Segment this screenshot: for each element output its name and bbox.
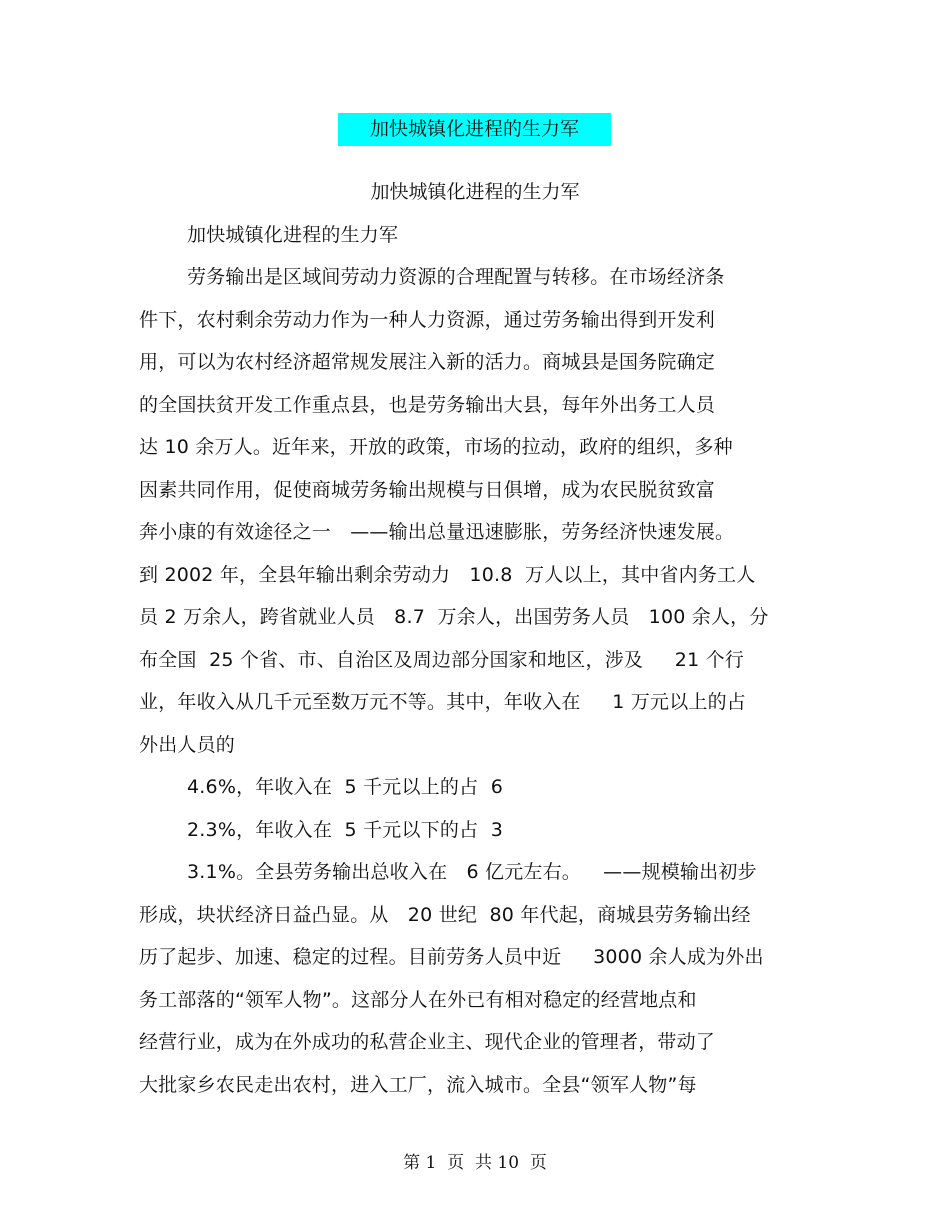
document-title: 加快城镇化进程的生力军 bbox=[369, 118, 579, 140]
body-line: 布全国 25 个省、市、自治区及周边部分国家和地区，涉及 21 个行 bbox=[139, 649, 744, 671]
body-line: 形成，块状经济日益凸显。从 20 世纪 80 年代起，商城县劳务输出经 bbox=[139, 904, 751, 926]
page-footer: 第 1 页 共 10 页 bbox=[403, 1153, 547, 1173]
body-line: 业，年收入从几千元至数万元不等。其中，年收入在 1 万元以上的占 bbox=[139, 691, 747, 713]
body-line: 达 10 余万人。近年来，开放的政策，市场的拉动，政府的组织，多种 bbox=[139, 436, 733, 458]
body-line: 4.6%，年收入在 5 千元以上的占 6 bbox=[187, 776, 504, 798]
body-line: 件下，农村剩余劳动力作为一种人力资源，通过劳务输出得到开发利 bbox=[139, 309, 716, 331]
body-line: 外出人员的 bbox=[139, 734, 236, 756]
body-line: 因素共同作用，促使商城劳务输出规模与日俱增，成为农民脱贫致富 bbox=[139, 479, 716, 501]
body-line: 2.3%，年收入在 5 千元以下的占 3 bbox=[187, 819, 504, 841]
body-line: 加快城镇化进程的生力军 bbox=[187, 224, 399, 246]
document-subtitle: 加快城镇化进程的生力军 bbox=[370, 181, 580, 203]
body-line: 大批家乡农民走出农村，进入工厂，流入城市。全县“领军人物”每 bbox=[139, 1074, 697, 1096]
body-line: 务工部落的“领军人物”。这部分人在外已有相对稳定的经营地点和 bbox=[139, 989, 697, 1011]
body-line: 用，可以为农村经济超常规发展注入新的活力。商城县是国务院确定 bbox=[139, 351, 716, 373]
body-line: 经营行业，成为在外成功的私营企业主、现代企业的管理者，带动了 bbox=[139, 1031, 716, 1053]
body-line: 3.1%。全县劳务输出总收入在 6 亿元左右。 ——规模输出初步 bbox=[187, 861, 757, 883]
body-line: 的全国扶贫开发工作重点县，也是劳务输出大县，每年外出务工人员 bbox=[139, 394, 716, 416]
body-line: 员 2 万余人，跨省就业人员 8.7 万余人，出国劳务人员 100 余人，分 bbox=[139, 606, 769, 628]
body-line: 奔小康的有效途径之一 ——输出总量迅速膨胀，劳务经济快速发展。 bbox=[139, 521, 735, 543]
body-line: 劳务输出是区域间劳动力资源的合理配置与转移。在市场经济条 bbox=[187, 266, 725, 288]
body-line: 历了起步、加速、稳定的过程。目前劳务人员中近 3000 余人成为外出 bbox=[139, 946, 764, 968]
body-line: 到 2002 年，全县年输出剩余劳动力 10.8 万人以上，其中省内务工人 bbox=[139, 564, 756, 586]
